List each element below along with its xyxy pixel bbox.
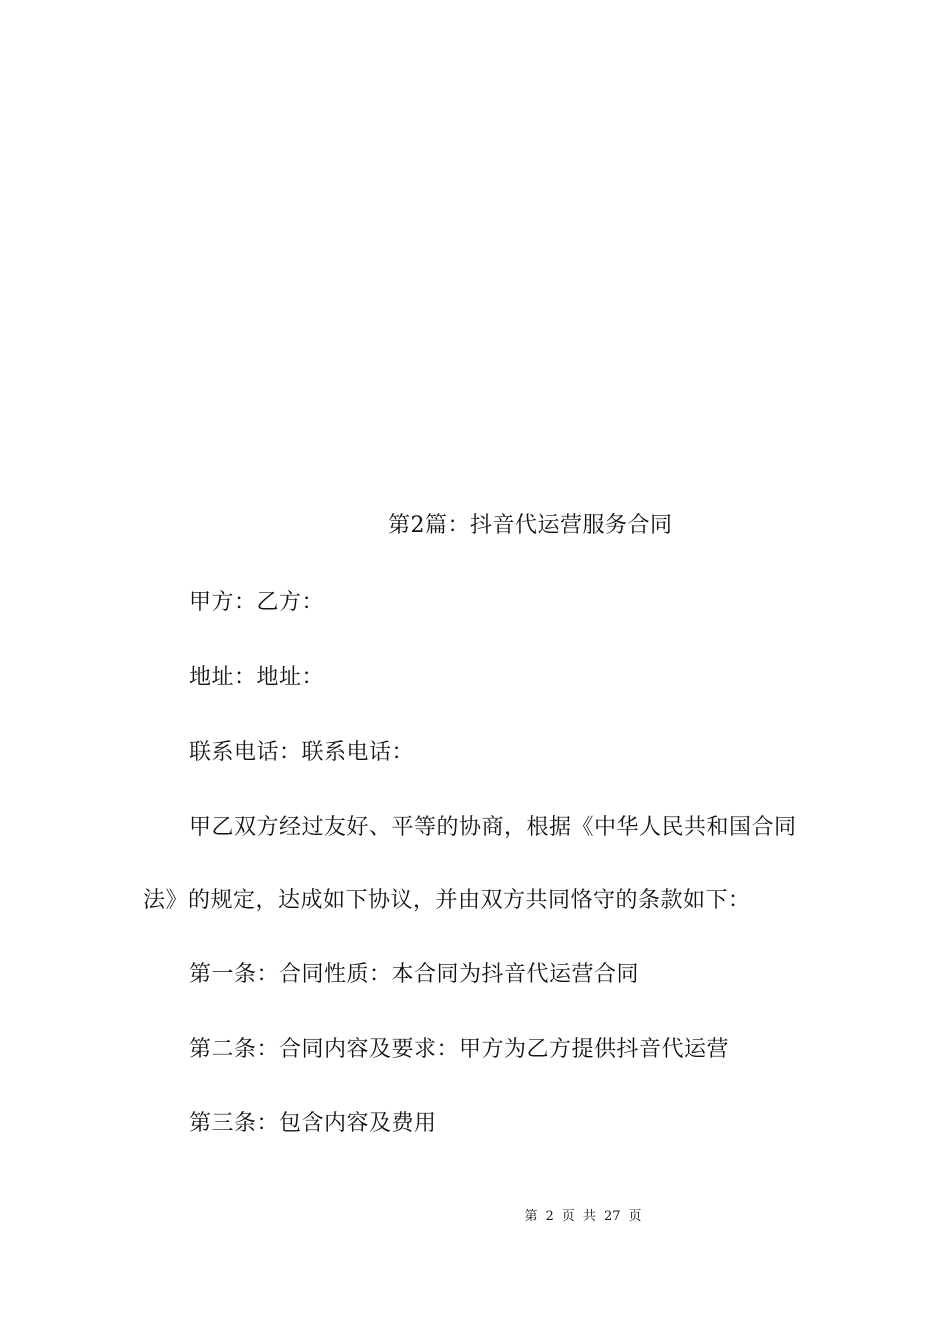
footer-suffix: 页 — [628, 1209, 642, 1224]
address-line: 地址：地址： — [189, 665, 325, 690]
article-3: 第三条：包含内容及费用 — [189, 1111, 437, 1136]
page-footer — [0, 1208, 950, 1226]
footer-prefix: 第 — [524, 1209, 538, 1224]
document-title: 第2篇：抖音代运营服务合同 — [388, 513, 673, 538]
article-2: 第二条：合同内容及要求：甲方为乙方提供抖音代运营 — [189, 1037, 730, 1062]
footer-total-pages: 27 — [603, 1209, 621, 1224]
footer-middle: 页 共 — [561, 1209, 596, 1224]
article-1: 第一条：合同性质：本合同为抖音代运营合同 — [189, 962, 640, 987]
party-line: 甲方：乙方： — [189, 590, 325, 615]
footer-page-number: 2 — [545, 1209, 554, 1224]
preamble-line-2: 法》的规定，达成如下协议，并由双方共同恪守的条款如下： — [143, 888, 751, 913]
phone-line: 联系电话：联系电话： — [189, 740, 415, 765]
preamble-line-1: 甲乙双方经过友好、平等的协商，根据《中华人民共和国合同 — [189, 815, 797, 840]
